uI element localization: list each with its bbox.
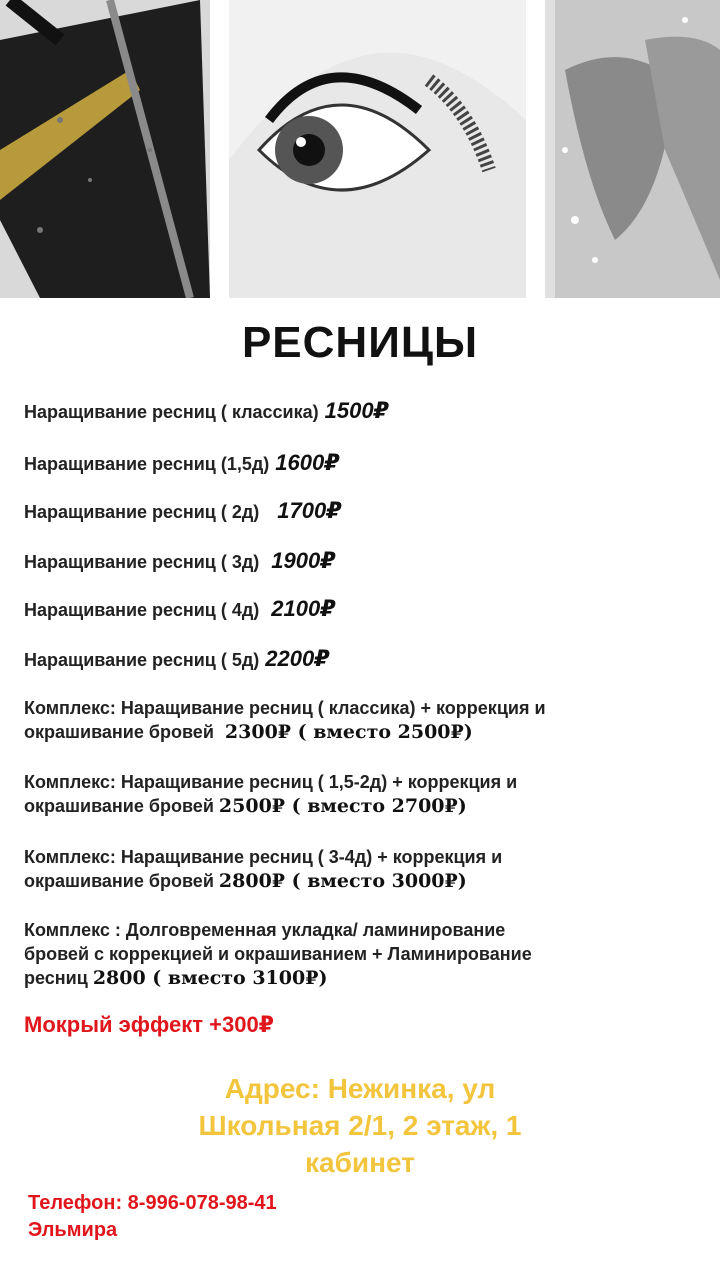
service-price: 1600₽ [275,450,340,475]
complex-line: окрашивание бровей [24,796,214,816]
address-line: кабинет [305,1147,415,1178]
complex-line: Комплекс: Наращивание ресниц ( 3-4д) + коррекция и [24,847,503,867]
complex-line: окрашивание бровей [24,871,214,891]
complex-line: окрашивание бровей [24,722,214,742]
complex-price: 2800 ( вместо 3100₽) [92,967,328,989]
service-name: Наращивание ресниц ( 2д) [24,502,260,522]
service-row [24,646,330,672]
service-price: 1900₽ [271,548,336,573]
eye-patches-photo [545,0,720,298]
complex-item [24,845,704,893]
service-price: 1700₽ [277,498,342,523]
complex-line: Комплекс: Наращивание ресниц ( классика) + коррекция и [24,698,546,718]
contact-name: Эльмира [28,1219,118,1241]
service-row [24,498,342,524]
complex-price: 2300₽ ( вместо 2500₽) [224,721,473,743]
complex-line: Комплекс : Долговременная укладка/ ламинирование [24,920,506,940]
service-row [24,548,336,574]
complex-item [24,696,704,744]
service-price: 1500₽ [324,398,389,423]
service-row [24,450,340,476]
complex-line: ресниц [24,968,88,988]
contact-block [28,1190,277,1244]
service-name: Наращивание ресниц ( 5д) [24,650,260,670]
wet-effect-note: Мокрый эффект +300₽ [24,1012,274,1037]
complex-item [24,918,704,990]
lash-tools-photo [0,0,210,298]
service-row [24,398,389,424]
complex-line: Комплекс: Наращивание ресниц ( 1,5-2д) + коррекция и [24,772,518,792]
complex-price: 2500₽ ( вместо 2700₽) [218,795,467,817]
service-name: Наращивание ресниц ( 4д) [24,600,260,620]
address-line: Школьная 2/1, 2 этаж, 1 [198,1110,522,1141]
phone-number[interactable]: Телефон: 8-996-078-98-41 [28,1192,277,1214]
complex-line: бровей с коррекцией и окрашиванием + Ламинирование [24,944,532,964]
address-block [0,1070,720,1181]
service-name: Наращивание ресниц ( 3д) [24,552,260,572]
eye-lash-photo [229,0,526,298]
service-row [24,596,336,622]
photo-strip [0,0,720,300]
service-price: 2100₽ [271,596,336,621]
address-line: Адрес: Нежинка, ул [224,1073,496,1104]
complex-item [24,770,704,818]
complex-price: 2800₽ ( вместо 3000₽) [218,870,467,892]
service-name: Наращивание ресниц (1,5д) [24,454,270,474]
page-title: РЕСНИЦЫ [241,318,479,367]
service-name: Наращивание ресниц ( классика) [24,402,319,422]
service-price: 2200₽ [265,646,330,671]
